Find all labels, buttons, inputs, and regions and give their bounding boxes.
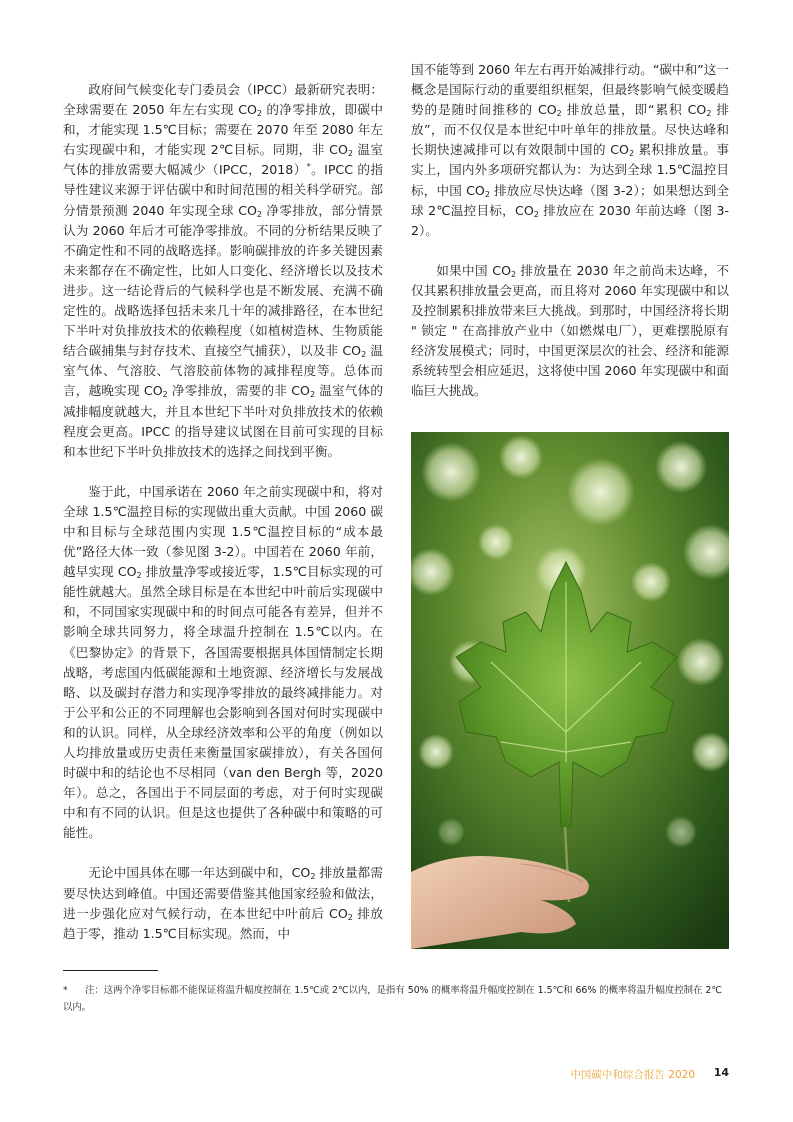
paragraph-china-commitment: 鉴于此，中国承诺在 2060 年之前实现碳中和，将对全球 1.5℃温控目标的实现做出重大贡献。中国 2060 碳中和目标与全球范围内实现 1.5℃温控目标的“成本最优”路径大体一致（参见图 3-2）。中国若在 2060 年前，越早实现 $CO_2$ 排放量净零或接近零，1.5℃目标实现的可能性就越大。虽然全球目标是在本世纪中叶前后实现碳中和，不同国家实现碳中和的时间点可能各有差异，但并不影响全球共同努力，将全球温升控制在 1.5℃以内。在《巴黎协定》的背景下，各国需要根据具体国情制定长期战略，考虑国内低碳能源和土地资源、经济增长与发展战略、以及碳封存潜力和实现净零排放的最终减排能力。对于公平和公正的不同理解也会影响到各国对何时实现碳中和的认识。同样，从全球经济效率和公平的角度（例如以人均排放量或历史责任来衡量国家碳排放），有关各国何时碳中和的结论也不尽相同（van den Bergh 等，2020 年）。总之，各国出于不同层面的考虑，对于何时实现碳中和有不同的认识。但是这也提供了各种碳中和策略的可能性。 <box>63 483 383 841</box>
paragraph-ipcc: 政府间气候变化专门委员会（IPCC）最新研究表明：全球需要在 2050 年左右实现 $CO_2$ 的净零排放，即碳中和，才能实现 1.5℃目标；需要在 2070 年至 2080 年左右实现碳中和，才能实现 2℃目标。同期，非 $CO_2$ 温室气体的排放需要大幅减少（IPCC，2018）*。IPCC 的指导性建议来源于评估碳中和时间范围的相关科学研究。部分情景预测 2040 年实现全球 $CO_2$ 净零排放，部分情景认为 2060 年后才可能净零排放。不同的分析结果反映了不确定性和不同的战略选择。影响碳排放的许多关键因素未来都存在不确定性，比如人口变化、经济增长以及技术进步。这一结论背后的气候科学也是不断发展、充满不确定性的。战略选择包括未来几十年的减排路径，在本世纪下半叶对负排放技术的依赖程度（如植树造林、生物质能结合碳捕集与封存技术、直接空气捕获），以及非 $CO_2$ 温室气体、气溶胶、气溶胶前体物的减排程度等。总体而言，越晚实现 $CO_2$ 净零排放，需要的非 $CO_2$ 温室气体的减排幅度就越大，并且本世纪下半叶对负排放技术的依赖程度会更高。IPCC 的指导建议试图在目前可实现的目标和本世纪下半叶负排放技术的选择之间找到平衡。 <box>63 82 383 459</box>
paragraph-peak-emissions: 无论中国具体在哪一年达到碳中和，$CO_2$ 排放量都需要尽快达到峰值。中国还需要借鉴其他国家经验和做法，进一步强化应对气候行动，在本世纪中叶前后 $CO_2$ 排放趋于零，推动 1.5℃目标实现。然而，中 <box>63 865 383 941</box>
footnote-text: 注：这两个净零目标都不能保证将温升幅度控制在 1.5℃或 2℃以内，是指有 50% 的概率将温升幅度控制在 1.5℃和 66% 的概率将温升幅度控制在 2℃以内。 <box>63 985 722 1013</box>
leaf-photo <box>411 432 729 949</box>
footnote-divider <box>63 970 158 971</box>
paragraph-lock-in: 如果中国 $CO_2$ 排放量在 2030 年之前尚未达峰，不仅其累积排放量会更高，而且将对 2060 年实现碳中和以及控制累积排放带来巨大挑战。到那时，中国经济将长期 " 锁定 " 在高排放产业中（如燃煤电厂），更难摆脱原有经济发展模式；同时，中国更深层次的社会、经济和能源系统转型会相应延迟，这将使中国 2060 年实现碳中和面临巨大挑战。 <box>411 262 729 399</box>
footnote <box>63 982 729 1016</box>
right-column <box>411 60 729 402</box>
left-column <box>63 80 383 944</box>
paragraph-continued: 国不能等到 2060 年左右再开始减排行动。“碳中和”这一概念是国际行动的重要组织框架，但最终影响气候变暖趋势的是随时间推移的 $CO_2$ 排放总量，即“累积 $CO_2$ 排放”，而不仅仅是本世纪中叶单年的排放量。尽快达峰和长期快速减排可以有效限制中国的 $CO_2$ 累积排放量。事实上，国内外多项研究都认为：为达到全球 1.5℃温控目标，中国 $CO_2$ 排放应尽快达峰（图 3-2）；如果想达到全球 2℃温控目标，$CO_2$ 排放应在 2030 年前达峰（图 3-2）。 <box>411 62 729 238</box>
footnote-reference: * <box>306 162 311 172</box>
page-number: 14 <box>713 1066 729 1079</box>
footer-report-title: 中国碳中和综合报告 2020 <box>570 1069 695 1081</box>
footnote-mark: * <box>63 985 68 996</box>
